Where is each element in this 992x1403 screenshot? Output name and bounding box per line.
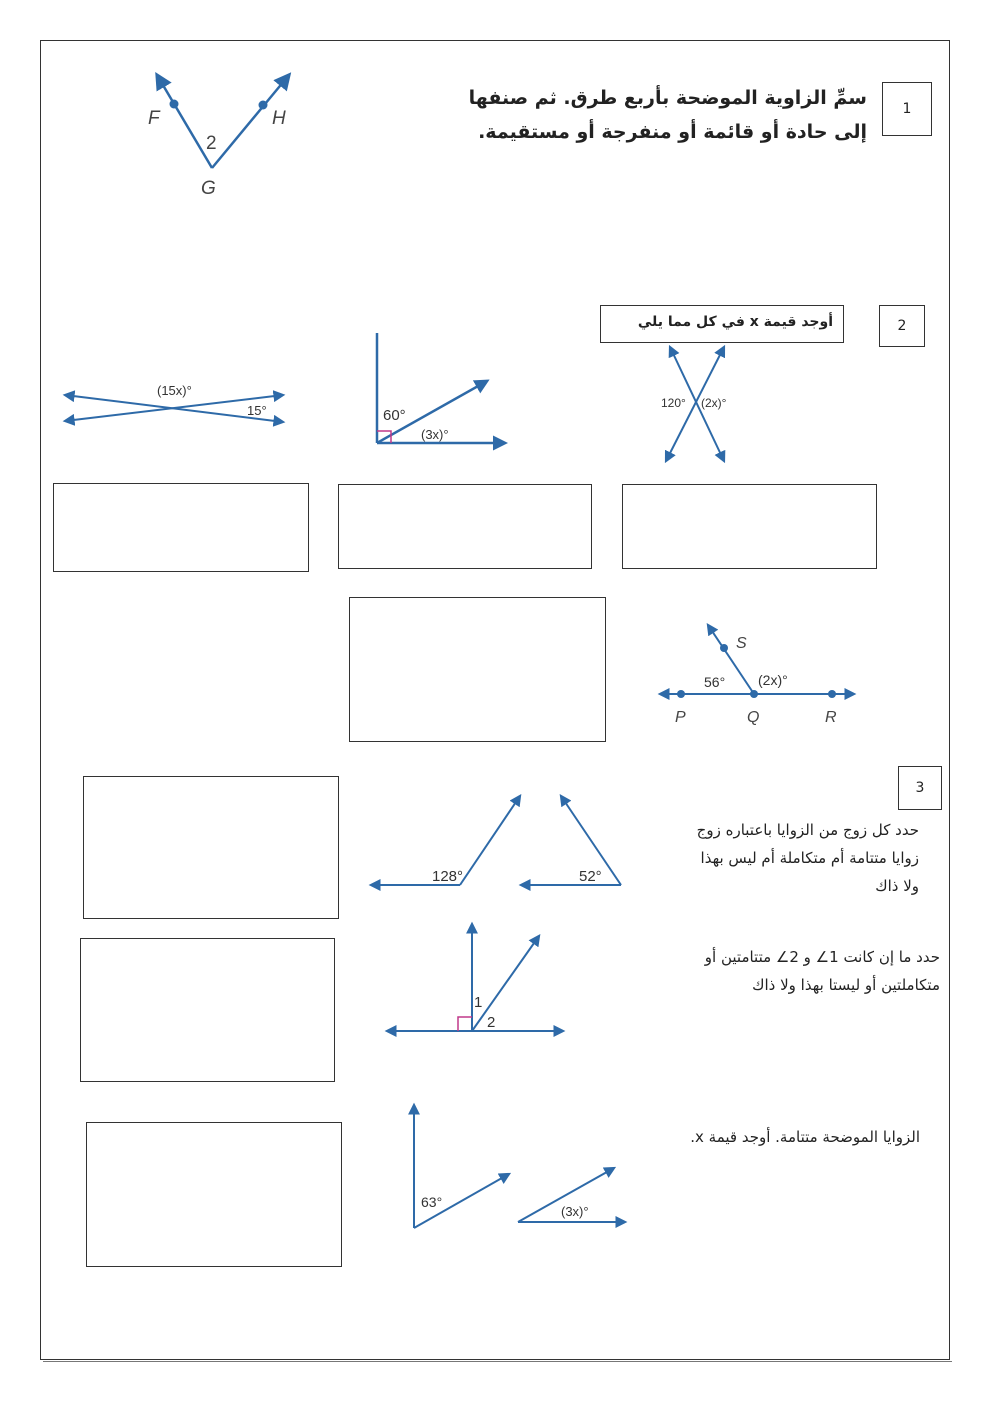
q2-instruction: أوجد قيمة x في كل مما يلي [600,305,844,343]
page-border-bottom [43,1361,952,1362]
label-120: 120° [661,396,686,410]
ray-gf [157,75,212,168]
label-2x: (2x)° [701,396,727,410]
point-q [750,690,758,698]
answer-box-q2b[interactable] [338,484,592,569]
label-128: 128° [432,868,464,885]
label-3x: (3x)° [561,1204,589,1219]
q3-fig-c-complementary [405,1100,635,1232]
label-15: 15° [247,403,267,418]
answer-box-q3a[interactable] [83,776,339,919]
label-56: 56° [704,674,726,690]
q3-part1-line2: زوايا متتامة أم متكاملة أم ليس بهذا [700,849,919,867]
q2-fig-c-vertical-angles [650,345,750,465]
q3-fig-b-angles-1-2 [383,920,568,1040]
ray-a2 [460,796,520,885]
answer-box-q3c[interactable] [86,1122,342,1267]
question-3-number: 3 [898,766,942,810]
q2-fig-d-linear-pair [650,615,865,730]
q1-angle-diagram [130,65,320,205]
question-1-number: 1 [882,82,932,136]
label-q: Q [747,709,760,726]
label-2x: (2x)° [758,672,788,688]
answer-box-q2d[interactable] [349,597,606,742]
label-63: 63° [421,1194,443,1210]
q3-part3-text: الزوايا الموضحة متتامة. أوجد قيمة x. [690,1128,920,1146]
label-60: 60° [383,407,406,424]
point-f [170,100,179,109]
label-h: H [272,108,286,129]
point-s [720,644,728,652]
q2-fig-b-right-angle [365,328,515,453]
label-r: R [825,709,837,726]
label-1: 1 [474,994,483,1011]
label-s: S [736,635,747,652]
q2-fig-a-crossing-lines [55,375,295,435]
label-2: 2 [487,1014,496,1031]
q3-fig-a-angle-pair [365,788,630,893]
slanted-ray [472,936,539,1031]
label-15x: (15x)° [157,383,192,398]
label-f: F [148,108,160,129]
label-52: 52° [579,868,602,885]
q3-part1-line3: ولا ذاك [875,877,919,895]
label-p: P [675,709,686,726]
question-2-number: 2 [879,305,925,347]
q3-part2-line2: متكاملتين أو ليستا بهذا ولا ذاك [752,976,940,994]
label-g: G [201,178,216,199]
q1-text-line2: إلى حادة أو قائمة أو منفرجة أو مستقيمة. [478,121,867,143]
answer-box-q2a[interactable] [53,483,309,572]
point-r [828,690,836,698]
answer-box-q2c[interactable] [622,484,877,569]
label-3x: (3x)° [421,427,449,442]
point-p [677,690,685,698]
q3-part1-line1: حدد كل زوج من الزوايا باعتباره زوج [696,821,919,839]
q3-part2-line1: حدد ما إن كانت 1∠ و 2∠ متتامتين أو [704,948,940,966]
q1-text-line1: سمِّ الزاوية الموضحة بأربع طرق. ثم صنفها [468,87,867,109]
label-angle-2: 2 [206,133,217,154]
answer-box-q3b[interactable] [80,938,335,1082]
right-angle-mark [458,1017,472,1031]
point-h [259,101,268,110]
